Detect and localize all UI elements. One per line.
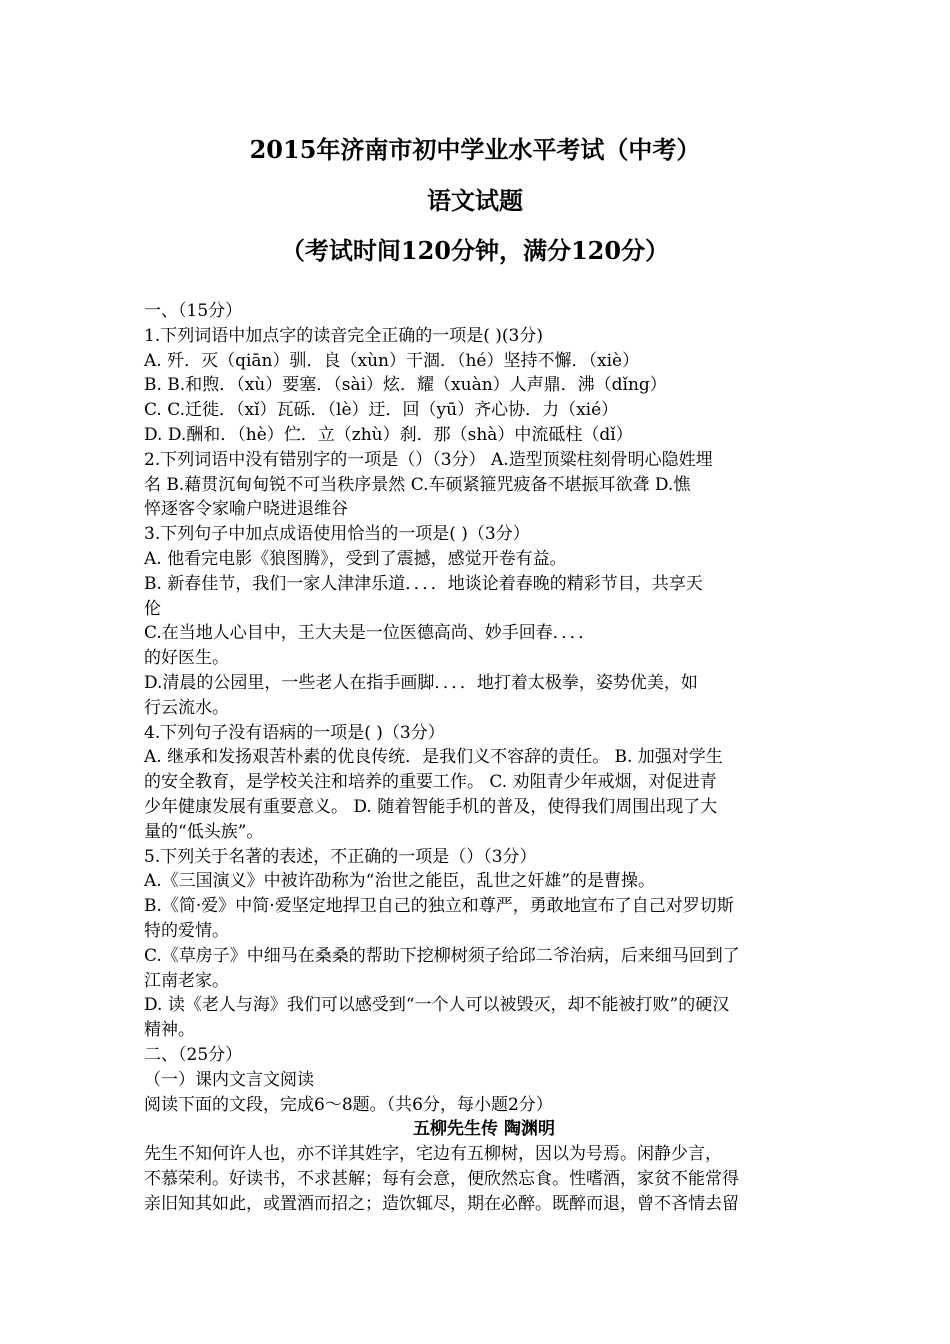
option-3b: B. 新春佳节，我们一家人津津乐道．．．．地谈论着春晚的精彩节目，共享天 [144,573,703,594]
option-3a: A. 他看完电影《狼图腾》，受到了震撼，感觉开卷有益。 [144,548,567,569]
question-2-line: 悴逐客令家喻户晓进退维谷 [144,499,348,520]
section-heading: 一、（15分） [144,301,243,321]
question-4-line: 的安全教育，是学校关注和培养的重要工作。 C. 劝阻青少年戒烟，对促进青 [144,772,717,793]
option-1a: A. 歼．灭（qiān）驯．良（xùn）干涸．（hé）坚持不懈．（xiè） [144,350,640,371]
passage-line: 先生不知何许人也，亦不详其姓字，宅边有五柳树，因以为号焉。闲静少言， [144,1144,722,1165]
question-4-line: 少年健康发展有重要意义。 D. 随着智能手机的普及，使得我们周围出现了大 [144,796,718,817]
passage-title: 五柳先生传 陶渊明 [413,1119,555,1140]
option-1d: D. D.酬和．（hè）伫．立（zhù）刹．那（shà）中流砥柱（dǐ） [144,424,633,445]
option-5b: B.《简·爱》中简·爱坚定地捍卫自己的独立和尊严，勇敢地宣布了自己对罗切斯 [144,896,734,917]
question-4-line: A. 继承和发扬艰苦朴素的优良传统．是我们义不容辞的责任。 B. 加强对学生 [144,747,723,768]
option-3b-cont: 伦 [144,598,161,619]
option-5c: C.《草房子》中细马在桑桑的帮助下挖柳树须子给邱二爷治病，后来细马回到了 [144,945,740,966]
option-1c: C. C.迁徙．（xǐ）瓦砾．（lè）迂．回（yū）齐心协．力（xié） [144,400,619,421]
option-3c: C.在当地人心目中，王大夫是一位医德高尚、妙手回春．．．． [144,623,596,644]
question-3: 3.下列句子中加点成语使用恰当的一项是( )（3分） [144,524,530,545]
option-3d: D.清晨的公园里，一些老人在指手画脚．．．．地打着太极拳，姿势优美，如 [144,672,698,693]
reading-instruction: 阅读下面的文段，完成6～8题。（共6分，每小题2分） [144,1094,553,1115]
option-3d-cont: 行云流水。 [144,697,229,718]
option-5d-cont: 精神。 [144,1020,195,1041]
question-4: 4.下列句子没有语病的一项是( )（3分） [144,722,445,743]
passage-line: 不慕荣利。好读书，不求甚解；每有会意，便欣然忘食。性嗜酒，家贫不能常得 [144,1168,739,1189]
question-2: 2.下列词语中没有错别字的一项是（）（3分） A.造型顶粱柱刻骨明心隐姓埋 [144,449,713,470]
option-5b-cont: 特的爱情。 [144,920,229,941]
question-5: 5.下列关于名著的表述，不正确的一项是（）（3分） [144,846,537,867]
exam-body [144,299,824,1216]
subsection-heading: （一）课内文言文阅读 [144,1069,314,1090]
option-5c-cont: 江南老家。 [144,970,229,991]
passage-line: 亲旧知其如此，或置酒而招之；造饮辄尽，期在必醉。既醉而退，曾不吝情去留 [144,1193,739,1214]
option-3c-cont: 的好医生。 [144,648,229,669]
question-2-line: 名 B.藉贯沉甸甸锐不可当秩序景然 C.车硕紧箍咒疲备不堪振耳欲聋 D.憔 [144,474,691,495]
exam-title: 2015年济南市初中学业水平考试（中考） [249,135,701,164]
subject-title: 语文试题 [427,186,523,215]
section-heading: 二、（25分） [144,1044,243,1065]
question-1: 1.下列词语中加点字的读音完全正确的一项是( )(3分) [144,325,543,346]
option-1b: B. B.和煦．（xù）要塞．（sài）炫．耀（xuàn）人声鼎．沸（dǐng） [144,375,667,396]
question-4-line: 量的“低头族”。 [144,821,264,842]
option-5d: D. 读《老人与海》我们可以感受到“一个人可以被毁灭，却不能被打败”的硬汉 [144,995,730,1016]
exam-info: （考试时间120分钟，满分120分） [280,236,670,265]
option-5a: A.《三国演义》中被许劭称为“治世之能臣，乱世之奸雄”的是曹操。 [144,871,656,892]
